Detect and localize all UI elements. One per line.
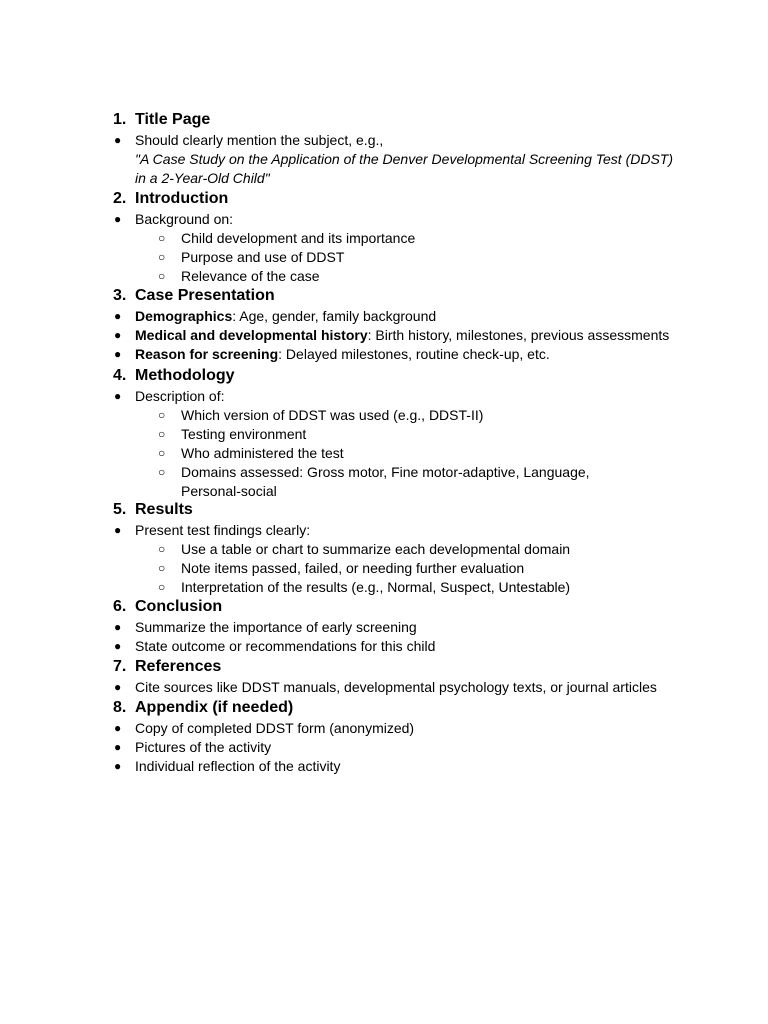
sub-list-item bbox=[181, 444, 344, 463]
list-item bbox=[135, 387, 224, 406]
list-item bbox=[135, 719, 414, 738]
sub-bullet-icon: ○ bbox=[158, 446, 166, 460]
sub-bullet-icon: ○ bbox=[158, 580, 166, 594]
item-text: Copy of completed DDST form (anonymized) bbox=[135, 720, 415, 736]
item-text: in a 2-Year-Old Child" bbox=[135, 170, 270, 186]
section-number: 1. bbox=[113, 111, 127, 128]
list-item bbox=[135, 210, 233, 229]
item-text: Which version of DDST was used (e.g., DDST-II) bbox=[181, 407, 484, 423]
list-item bbox=[135, 637, 435, 656]
section-title: References bbox=[135, 658, 222, 675]
sub-list-item bbox=[181, 482, 277, 501]
item-text: Note items passed, failed, or needing further evaluation bbox=[181, 560, 525, 576]
section-number: 6. bbox=[113, 598, 127, 615]
sub-list-item bbox=[181, 425, 306, 444]
sub-bullet-icon: ○ bbox=[158, 269, 166, 283]
section-number: 7. bbox=[113, 658, 127, 675]
list-item bbox=[135, 326, 669, 345]
bullet-icon: ● bbox=[114, 328, 122, 342]
item-text: Who administered the test bbox=[181, 445, 344, 461]
list-item bbox=[135, 345, 550, 364]
sub-bullet-icon: ○ bbox=[158, 231, 166, 245]
section-title: Title Page bbox=[135, 111, 211, 128]
bullet-icon: ● bbox=[114, 523, 122, 537]
sub-list-item bbox=[181, 229, 415, 248]
item-text: Summarize the importance of early screening bbox=[135, 619, 417, 635]
item-text: Pictures of the activity bbox=[135, 739, 272, 755]
section-heading bbox=[113, 657, 221, 677]
list-item bbox=[135, 738, 271, 757]
item-text: Use a table or chart to summarize each developmental domain bbox=[181, 541, 571, 557]
item-text: Personal-social bbox=[181, 483, 277, 499]
section-title: Conclusion bbox=[135, 598, 223, 615]
bullet-icon: ● bbox=[114, 212, 122, 226]
bullet-icon: ● bbox=[114, 389, 122, 403]
sub-bullet-icon: ○ bbox=[158, 465, 166, 479]
item-text: Background on: bbox=[135, 211, 234, 227]
bullet-icon: ● bbox=[114, 133, 122, 147]
bullet-icon: ● bbox=[114, 620, 122, 634]
bullet-icon: ● bbox=[114, 740, 122, 754]
item-text: : Age, gender, family background bbox=[232, 308, 437, 324]
section-heading bbox=[113, 189, 228, 209]
item-text: Child development and its importance bbox=[181, 230, 416, 246]
list-item bbox=[135, 169, 270, 188]
bullet-icon: ● bbox=[114, 639, 122, 653]
list-item bbox=[135, 618, 417, 637]
bullet-icon: ● bbox=[114, 721, 122, 735]
item-text: Cite sources like DDST manuals, developmental psychology texts, or journal articles bbox=[135, 679, 657, 695]
sub-bullet-icon: ○ bbox=[158, 561, 166, 575]
list-item bbox=[135, 131, 383, 150]
section-title: Appendix (if needed) bbox=[135, 699, 294, 716]
item-text: : Delayed milestones, routine check-up, etc. bbox=[278, 346, 550, 362]
bullet-icon: ● bbox=[114, 680, 122, 694]
section-heading bbox=[113, 110, 210, 130]
section-heading bbox=[113, 698, 293, 718]
section-number: 4. bbox=[113, 367, 127, 384]
list-item bbox=[135, 521, 310, 540]
item-text: Relevance of the case bbox=[181, 268, 320, 284]
section-heading bbox=[113, 366, 235, 386]
section-heading bbox=[113, 597, 222, 617]
sub-list-item bbox=[181, 540, 570, 559]
sub-list-item bbox=[181, 267, 320, 286]
list-item bbox=[135, 678, 657, 697]
section-title: Case Presentation bbox=[135, 287, 275, 304]
section-title: Methodology bbox=[135, 367, 235, 384]
item-term: Medical and developmental history bbox=[135, 327, 368, 343]
bullet-icon: ● bbox=[114, 309, 122, 323]
item-text: Description of: bbox=[135, 388, 225, 404]
section-number: 2. bbox=[113, 190, 127, 207]
sub-list-item bbox=[181, 559, 524, 578]
sub-bullet-icon: ○ bbox=[158, 250, 166, 264]
section-heading bbox=[113, 500, 193, 520]
item-term: Demographics bbox=[135, 308, 233, 324]
list-item bbox=[135, 307, 436, 326]
sub-list-item bbox=[181, 578, 570, 597]
item-text: Purpose and use of DDST bbox=[181, 249, 345, 265]
item-term: Reason for screening bbox=[135, 346, 279, 362]
sub-bullet-icon: ○ bbox=[158, 542, 166, 556]
item-text: Interpretation of the results (e.g., Normal, Suspect, Untestable) bbox=[181, 579, 571, 595]
list-item bbox=[135, 757, 340, 776]
item-text: : Birth history, milestones, previous assessments bbox=[367, 327, 670, 343]
item-text: State outcome or recommendations for this child bbox=[135, 638, 436, 654]
section-title: Introduction bbox=[135, 190, 229, 207]
section-number: 5. bbox=[113, 501, 127, 518]
item-text: Testing environment bbox=[181, 426, 307, 442]
sub-list-item bbox=[181, 463, 590, 482]
section-number: 3. bbox=[113, 287, 127, 304]
bullet-icon: ● bbox=[114, 347, 122, 361]
section-heading bbox=[113, 286, 275, 306]
sub-list-item bbox=[181, 248, 344, 267]
sub-bullet-icon: ○ bbox=[158, 427, 166, 441]
section-number: 8. bbox=[113, 699, 127, 716]
item-text: Domains assessed: Gross motor, Fine motor-adaptive, Language, bbox=[181, 464, 590, 480]
list-item bbox=[135, 150, 673, 169]
item-text: Present test findings clearly: bbox=[135, 522, 311, 538]
bullet-icon: ● bbox=[114, 759, 122, 773]
item-text: Individual reflection of the activity bbox=[135, 758, 341, 774]
section-title: Results bbox=[135, 501, 193, 518]
sub-list-item bbox=[181, 406, 483, 425]
item-text: Should clearly mention the subject, e.g., bbox=[135, 132, 384, 148]
sub-bullet-icon: ○ bbox=[158, 408, 166, 422]
item-text: "A Case Study on the Application of the Denver Developmental Screening Test (DDST) bbox=[135, 151, 674, 167]
